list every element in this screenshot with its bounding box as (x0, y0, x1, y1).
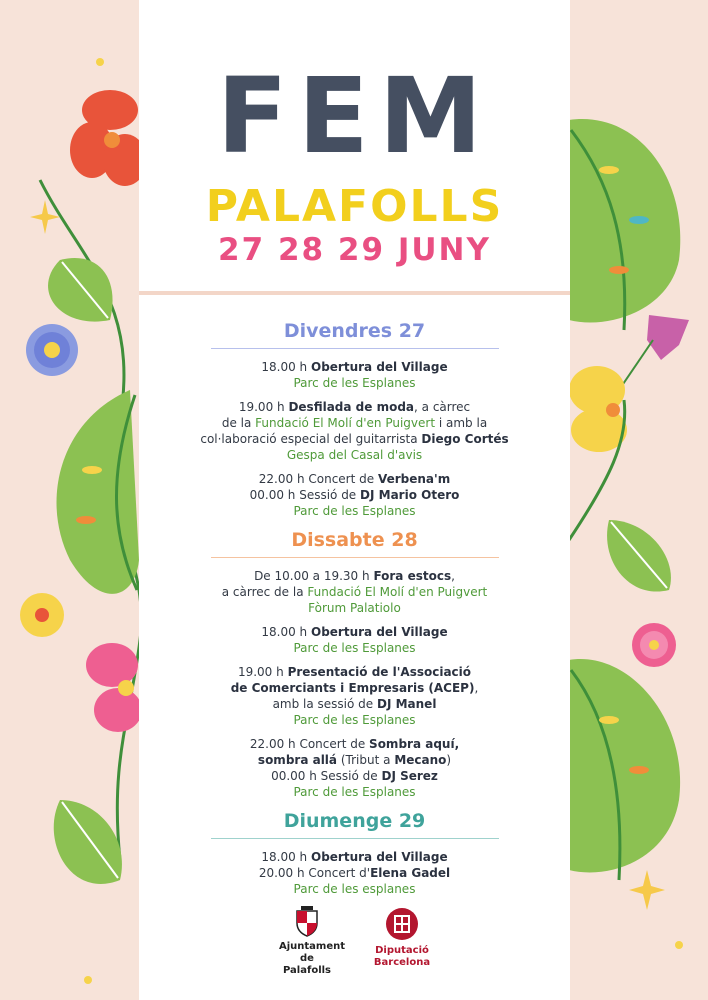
event-item (139, 471, 570, 519)
event-time: 19.00 h (238, 400, 285, 414)
event-name: Obertura del Village (311, 625, 448, 639)
performer-name: DJ Mario Otero (360, 488, 460, 502)
day-divider (211, 348, 499, 349)
event-item (139, 359, 570, 391)
left-floral-decoration (0, 0, 139, 1000)
event-text: 22.00 h Concert de (258, 472, 375, 486)
event-place: Fòrum Palatiolo (308, 601, 401, 615)
event-text: amb la sessió de (272, 697, 374, 711)
schedule (139, 312, 570, 905)
ajuntament-logo (279, 905, 346, 977)
organizer-name: Fundació El Molí d'en Puigvert (307, 585, 488, 599)
event-text: 00.00 h Sessió de (271, 769, 378, 783)
diputacio-emblem-icon (385, 907, 419, 941)
sparkle-icon (629, 870, 665, 910)
event-name: Obertura del Village (311, 360, 448, 374)
event-text: i amb la (438, 416, 488, 430)
day-title-friday: Divendres 27 (283, 320, 426, 342)
diputacio-name-line2: Barcelona (373, 957, 431, 968)
pink-daisy-icon (632, 623, 676, 667)
day-divider (211, 838, 499, 839)
performer-name: Elena Gadel (370, 866, 451, 880)
event-item (139, 568, 570, 616)
event-text: 00.00 h Sessió de (249, 488, 357, 502)
leaf-icon (54, 800, 122, 884)
event-item (139, 849, 570, 897)
event-time: 18.00 h (261, 850, 308, 864)
event-place: Parc de les Esplanes (293, 641, 416, 655)
sponsor-logos (139, 905, 570, 985)
performer-name: DJ Serez (381, 769, 438, 783)
event-text: a càrrec de la (221, 585, 304, 599)
ajuntament-shield-icon (294, 905, 320, 937)
event-time: 18.00 h (261, 360, 308, 374)
event-place: Parc de les Esplanes (293, 504, 416, 518)
event-item (139, 399, 570, 463)
leaf-icon (48, 258, 113, 322)
event-text: , (474, 681, 479, 695)
diputacio-logo (367, 907, 437, 969)
red-flower-icon (70, 90, 139, 186)
monstera-leaf-icon (569, 119, 680, 330)
performer-name: Mecano (394, 753, 447, 767)
pink-flower-icon (619, 315, 689, 390)
event-place: Gespa del Casal d'avis (286, 448, 423, 462)
blue-flower-icon (26, 324, 78, 376)
event-place: Parc de les esplanes (293, 882, 416, 896)
event-item (139, 736, 570, 800)
event-place: Parc de les Esplanes (293, 376, 416, 390)
event-text: 22.00 h Concert de (249, 737, 366, 751)
day-title-saturday: Dissabte 28 (291, 529, 418, 551)
performer-name: DJ Manel (377, 697, 437, 711)
yellow-flower-icon (569, 366, 627, 452)
performer-name: Verbena'm (377, 472, 451, 486)
day-title-sunday: Diumenge 29 (283, 810, 426, 832)
performer-name: Sombra aquí, (369, 737, 460, 751)
event-name: Presentació de l'Associació (287, 665, 472, 679)
event-item (139, 624, 570, 656)
yellow-flower-icon (20, 593, 64, 637)
event-title: FEM (216, 55, 493, 177)
program-panel (139, 0, 570, 1000)
event-text: , (451, 569, 455, 583)
event-place: Parc de les Esplanes (293, 785, 416, 799)
event-place: Parc de les Esplanes (293, 713, 416, 727)
ajuntament-name-line2: de Palafolls (282, 953, 331, 976)
event-text: 20.00 h Concert d' (258, 866, 371, 880)
right-floral-decoration (569, 0, 708, 1000)
event-name: Fora estocs (373, 569, 452, 583)
event-text: de la (221, 416, 252, 430)
event-name: Desfilada de moda (288, 400, 415, 414)
performer-name: sombra allá (257, 753, 338, 767)
header-divider (139, 291, 570, 295)
event-text: col·laboració especial del guitarrista (200, 432, 418, 446)
event-time: 19.00 h (237, 665, 284, 679)
event-dates: 27 28 29 JUNY (218, 232, 491, 268)
poster-header (139, 0, 570, 293)
organizer-name: Fundació El Molí d'en Puigvert (255, 416, 436, 430)
event-name: de Comerciants i Empresaris (ACEP) (230, 681, 475, 695)
day-divider (211, 557, 499, 558)
diputacio-name-line1: Diputació (375, 945, 429, 956)
ajuntament-name-line1: Ajuntament (279, 941, 346, 952)
event-time: 18.00 h (261, 625, 308, 639)
monstera-leaf-icon (57, 390, 140, 594)
monstera-leaf-icon (569, 659, 680, 880)
event-text: ) (446, 753, 452, 767)
event-name: Obertura del Village (311, 850, 448, 864)
pink-flower-icon (86, 643, 139, 732)
event-time: De 10.00 a 19.30 h (254, 569, 370, 583)
event-item (139, 664, 570, 728)
leaf-icon (607, 520, 671, 592)
performer-name: Diego Cortés (421, 432, 509, 446)
event-text: (Tribut a (340, 753, 391, 767)
event-text: , a càrrec (414, 400, 471, 414)
event-town: PALAFOLLS (205, 181, 504, 232)
